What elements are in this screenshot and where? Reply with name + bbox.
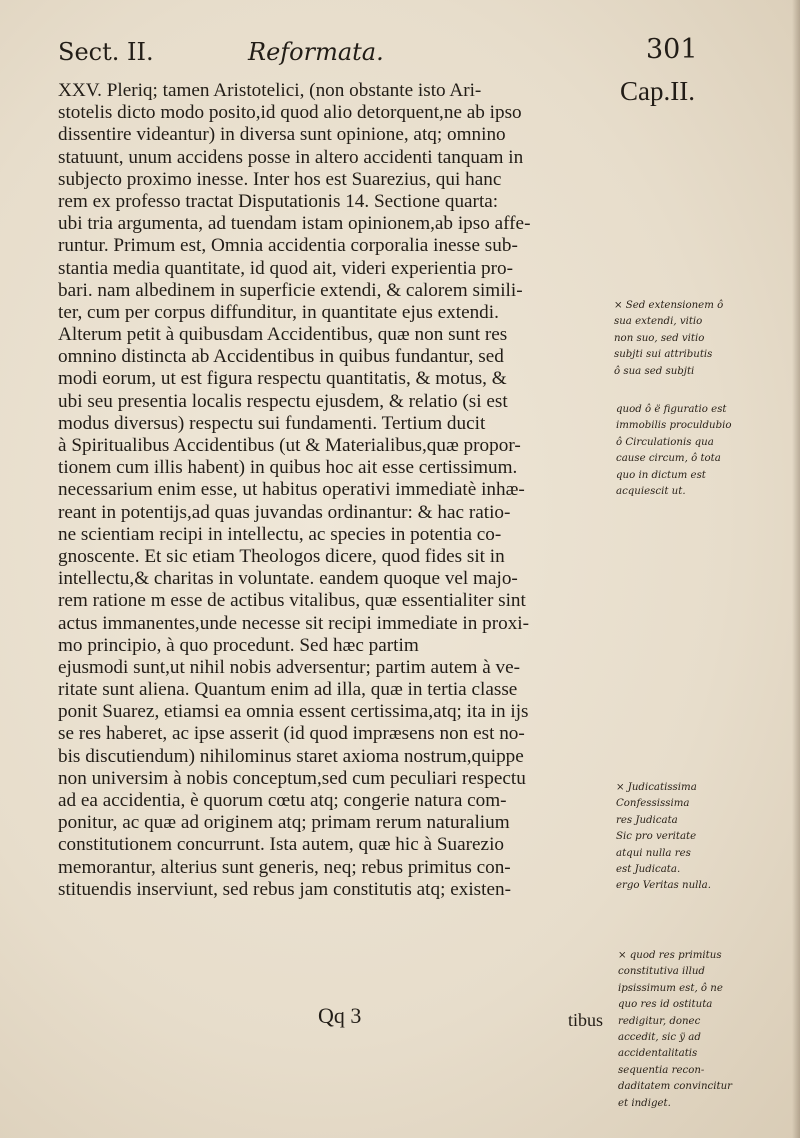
note-line: constitutiva illud: [618, 966, 705, 978]
text-line: ter, cum per corpus diffunditur, in quantitate ejus extendi.: [58, 301, 499, 323]
text-line: non universim à nobis conceptum,sed cum peculiari respectu: [58, 767, 526, 789]
catchword: tibus: [568, 1010, 604, 1030]
text-line: à Spiritualibus Accidentibus (ut & Materialibus,quæ propor-: [58, 435, 521, 456]
text-line: gnoscente. Et sic etiam Theologos dicere, quod fides sit in: [58, 545, 505, 567]
text-line: runtur. Primum est, Omnia accidentia corporalia inesse sub-: [58, 235, 518, 257]
note-line: quo in dictum est: [616, 469, 706, 481]
note-line: ô Circulationis qua: [616, 436, 714, 448]
text-line: ubi tria argumenta, ad tuendam istam opinionem,ab ipso affe-: [58, 213, 531, 235]
note-line: redigitur, donec: [618, 1015, 701, 1027]
text-line: reant in potentijs,ad quas juvandas ordinantur: & hac ratio-: [58, 501, 511, 523]
note-line: Sic pro veritate: [616, 831, 697, 843]
text-line: ritate sunt aliena. Quantum enim ad illa, quæ in tertia classe: [58, 679, 518, 701]
page-header: [58, 30, 718, 76]
note-line: est Judicata.: [616, 864, 681, 876]
text-line: ad ea accidentia, è quorum cœtu atq; congerie natura com-: [58, 790, 507, 811]
text-line: bis discutiendum) nihilominus staret axioma nostrum,quippe: [58, 745, 524, 767]
note-line: × quod res primitus: [618, 950, 722, 961]
text-line: stituendis inserviunt, sed rebus jam constitutis atq; existen-: [58, 878, 511, 900]
text-line: tionem cum illis habent) in quibus hoc ait esse certissimum.: [58, 457, 518, 479]
body-text: [58, 80, 614, 901]
note-line: atqui nulla res: [616, 847, 691, 859]
note-line: acquiescit ut.: [616, 486, 686, 498]
text-line: actus immanentes,unde necesse sit recipi immediate in proxi-: [58, 612, 530, 634]
text-line: ubi seu presentia localis respectu ejusdem, & relatio (si est: [58, 390, 508, 412]
note-line: quod ô ë figuratio est: [616, 404, 727, 415]
text-line: rem ex professo tractat Disputationis 14. Sectione quarta:: [58, 190, 499, 212]
text-line: stantia media quantitate, id quod ait, videri experientia pro-: [58, 257, 514, 279]
text-line: ne scientiam recipi in intellectu, ac species in potentia co-: [58, 523, 502, 545]
text-line: stotelis dicto modo posito,id quod alio detorquent,ne ab ipso: [58, 102, 522, 124]
margin-note-3: [616, 780, 796, 895]
text-line: XXV. Pleriq; tamen Aristotelici, (non obstante isto Ari-: [58, 80, 482, 101]
note-line: ergo Veritas nulla.: [616, 880, 711, 892]
text-line: omnino distincta ab Accidentibus in quibus fundantur, sed: [58, 346, 504, 368]
chapter-label: Cap.II.: [620, 76, 695, 106]
note-line: quo res id ostituta: [618, 999, 713, 1011]
note-line: subjti sui attributis: [614, 349, 713, 361]
text-line: necessarium enim esse, ut habitus operativi immediatè inhæ-: [58, 479, 525, 501]
text-line: intellectu,& charitas in voluntate. eandem quoque vel majo-: [58, 568, 518, 590]
note-line: daditatem convincitur: [618, 1081, 733, 1093]
text-line: modus diversus) respectu sui fundamenti. Tertium ducit: [58, 412, 486, 434]
margin-note-2: [616, 402, 796, 500]
text-line: constitutionem concurrunt. Ista autem, quæ hic à Suarezio: [58, 834, 504, 856]
text-line: rem ratione m esse de actibus vitalibus, quæ essentialiter sint: [58, 590, 526, 612]
margin-note-4: [618, 948, 798, 1112]
note-line: accedit, sic ÿ ad: [618, 1032, 701, 1044]
note-line: Confessissima: [616, 798, 690, 810]
note-line: immobilis proculdubio: [616, 420, 732, 432]
text-line: statuunt, unum accidens posse in altero accidenti tanquam in: [58, 146, 524, 168]
text-line: dissentire videantur) in diversa sunt opinione, atq; omnino: [58, 124, 506, 146]
text-line: Alterum petit à quibusdam Accidentibus, quæ non sunt res: [58, 324, 508, 346]
note-line: et indiget.: [618, 1097, 671, 1109]
text-line: modi eorum, ut est figura respectu quantitatis, & motus, &: [58, 368, 507, 390]
text-line: subjecto proximo inesse. Inter hos est Suarezius, qui hanc: [58, 168, 502, 190]
text-line: ponit Suarez, etiamsi ea omnia essent certissima,atq; ita in ijs: [58, 701, 529, 723]
running-head-title: Reformata.: [248, 38, 384, 66]
note-line: ipsissimum est, ô ne: [618, 982, 723, 994]
signature-mark: Qq 3: [318, 1003, 362, 1028]
page-number: 301: [646, 34, 698, 65]
text-line: memorantur, alterius sunt generis, neq; rebus primitus con-: [58, 856, 511, 878]
note-line: sequentia recon-: [618, 1064, 705, 1076]
running-head-section: Sect. II.: [58, 38, 154, 66]
text-line: ejusmodi sunt,ut nihil nobis adversentur; partim autem à ve-: [58, 656, 521, 678]
note-line: × Sed extensionem ô: [614, 300, 724, 311]
text-line: se res haberet, ac ipse asserit (id quod impræsens non est no-: [58, 723, 525, 745]
text-line: bari. nam albedinem in superficie extendi, & calorem simili-: [58, 279, 523, 301]
note-line: ô sua sed subjti: [614, 365, 695, 377]
note-line: sua extendi, vitio: [614, 316, 703, 328]
note-line: non suo, sed vitio: [614, 332, 705, 344]
note-line: res Judicata: [616, 814, 678, 826]
note-line: accidentalitatis: [618, 1048, 698, 1060]
page-edge-shadow: [792, 0, 800, 1138]
text-line: mo principio, à quo procedunt. Sed hæc partim: [58, 634, 419, 656]
text-line: ponitur, ac quæ ad originem atq; primam rerum naturalium: [58, 812, 510, 834]
note-line: cause circum, ô tota: [616, 453, 721, 465]
note-line: × Judicatissima: [616, 782, 697, 793]
margin-note-1: [614, 298, 794, 380]
